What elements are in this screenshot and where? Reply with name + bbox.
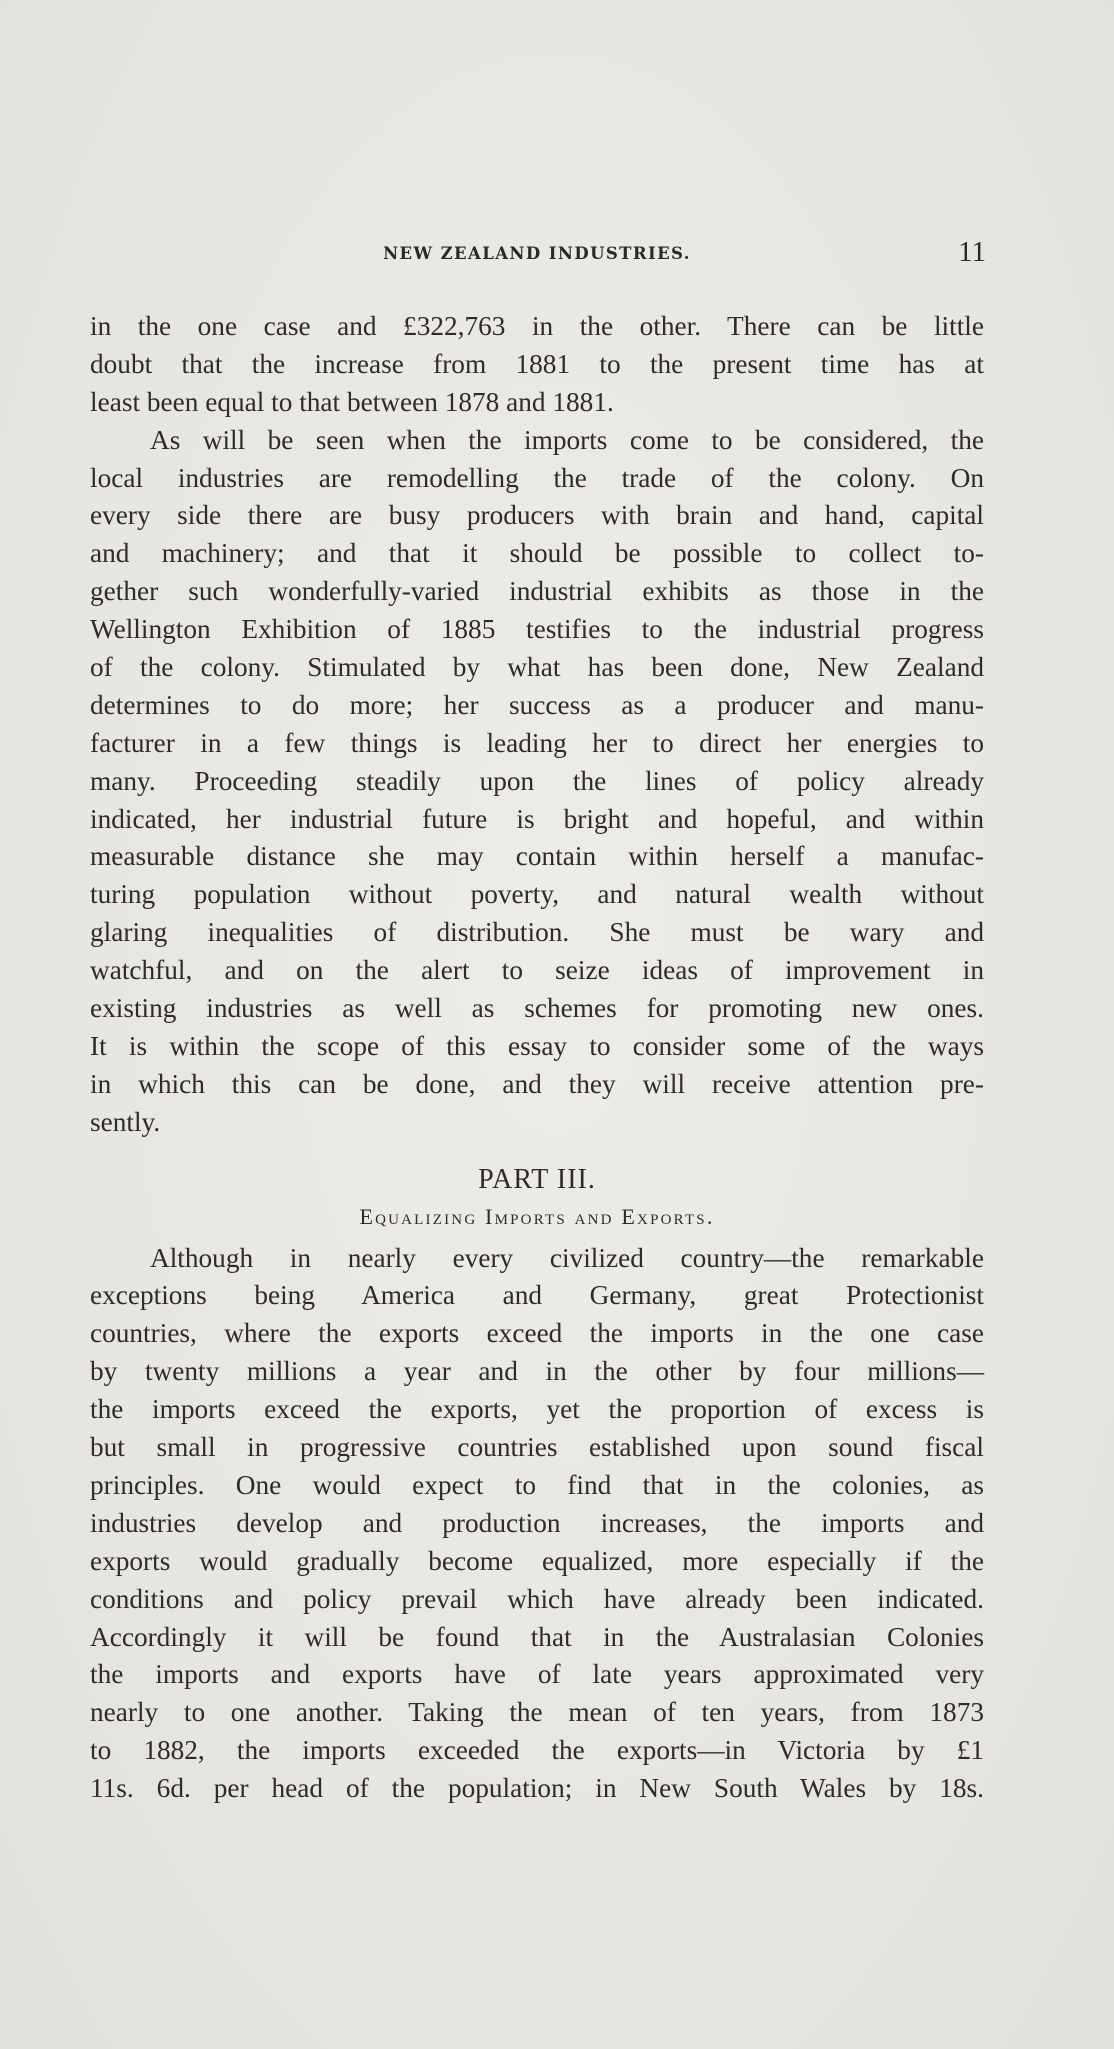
text-line: gether such wonderfully-varied industrial exhibits as those in the — [90, 576, 984, 607]
text-line: exports would gradually become equalized, more especially if the — [90, 1545, 984, 1576]
text-line: Although in nearly every civilized country—the remarkable — [150, 1242, 984, 1273]
text-line: doubt that the increase from 1881 to the present time has at — [90, 348, 984, 379]
text-line: in which this can be done, and they will receive attention pre- — [90, 1068, 984, 1099]
text-line: countries, where the exports exceed the imports in the one case — [90, 1318, 984, 1349]
text-line: to 1882, the imports exceeded the exports—in Victoria by £1 — [90, 1735, 984, 1766]
text-line: the imports exceed the exports, yet the proportion of excess is — [90, 1394, 984, 1425]
text-line: glaring inequalities of distribution. She must be wary and — [90, 917, 984, 948]
text-line: indicated, her industrial future is bright and hopeful, and within — [90, 803, 984, 834]
text-line: 11s. 6d. per head of the population; in New South Wales by 18s. — [90, 1773, 984, 1804]
text-line: the imports and exports have of late years approximated very — [90, 1659, 984, 1690]
text-line: Accordingly it will be found that in the Australasian Colonies — [90, 1621, 984, 1652]
paragraph-imports-exports — [90, 1240, 984, 1808]
text-line: every side there are busy producers with brain and hand, capital — [90, 500, 984, 531]
text-line: principles. One would expect to find that in the colonies, as — [90, 1469, 984, 1500]
page-number: 11 — [958, 236, 986, 268]
text-line: local industries are remodelling the trade of the colony. On — [90, 462, 984, 493]
text-line: sently. — [90, 1106, 161, 1137]
text-line: Wellington Exhibition of 1885 testifies to the industrial progress — [90, 614, 984, 645]
text-line: facturer in a few things is leading her to direct her energies to — [90, 727, 984, 758]
part-heading: PART III. — [478, 1163, 596, 1195]
running-head — [90, 238, 984, 278]
text-line: by twenty millions a year and in the other by four millions— — [90, 1356, 984, 1387]
text-line: but small in progressive countries established upon sound fiscal — [90, 1432, 984, 1463]
text-line: conditions and policy prevail which have already been indicated. — [90, 1583, 984, 1614]
text-line: watchful, and on the alert to seize ideas of improvement in — [90, 955, 984, 986]
text-line: determines to do more; her success as a producer and manu- — [90, 689, 984, 720]
text-line: nearly to one another. Taking the mean of ten years, from 1873 — [90, 1697, 984, 1728]
text-line: in the one case and £322,763 in the other. There can be little — [90, 311, 984, 341]
text-line: existing industries as well as schemes for promoting new ones. — [90, 993, 984, 1024]
text-line: turing population without poverty, and natural wealth without — [90, 879, 984, 910]
running-title: NEW ZEALAND INDUSTRIES. — [383, 244, 691, 263]
text-line: exceptions being America and Germany, great Protectionist — [90, 1280, 984, 1311]
paragraph-continued — [90, 308, 984, 422]
text-line: It is within the scope of this essay to consider some of the ways — [90, 1030, 984, 1061]
text-line: many. Proceeding steadily upon the lines of policy already — [90, 765, 984, 796]
body-text — [90, 308, 984, 1808]
text-line: industries develop and production increases, the imports and — [90, 1507, 984, 1538]
text-line: least been equal to that between 1878 and 1881. — [90, 386, 614, 417]
text-line: As will be seen when the imports come to be considered, the — [150, 424, 984, 455]
section-heading: Equalizing Imports and Exports. — [359, 1203, 715, 1229]
text-line: measurable distance she may contain within herself a manufac- — [90, 841, 984, 872]
paragraph-industries — [90, 422, 984, 1142]
text-line: of the colony. Stimulated by what has been done, New Zealand — [90, 652, 984, 683]
text-line: and machinery; and that it should be possible to collect to- — [90, 538, 984, 569]
